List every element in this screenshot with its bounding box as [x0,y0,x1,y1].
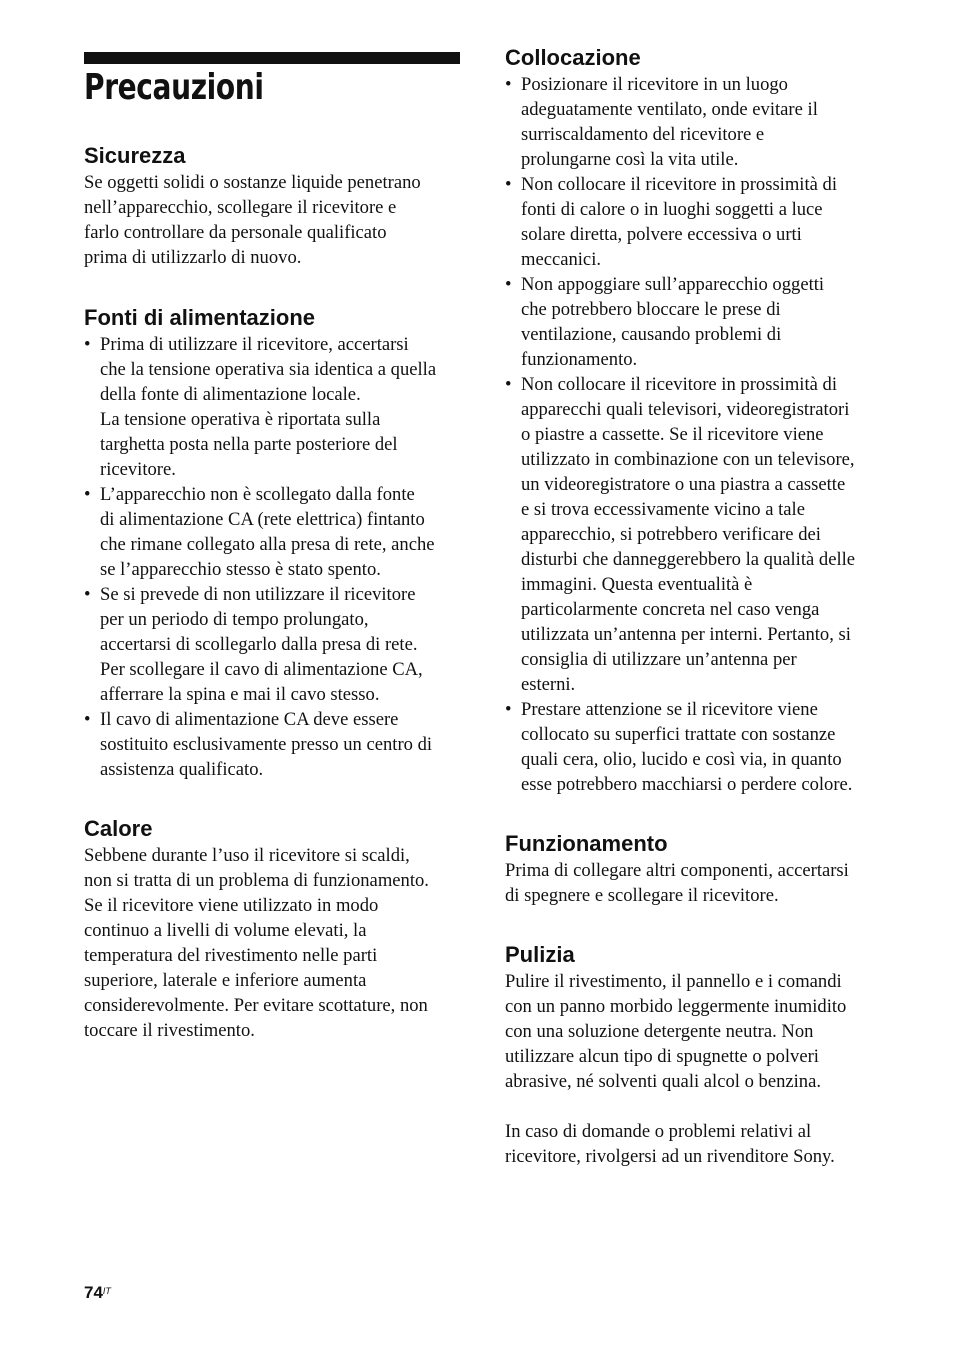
section-collocazione [505,44,887,797]
list-item: • Prima di utilizzare il ricevitore, accertarsi che la tensione operativa sia identica a quella della fonte di alimentazione locale. La tensione operativa è riportata sulla targhetta posta nella parte posteriore del ricevitore. [84,334,437,480]
section-heading: Collocazione [505,45,641,70]
section-body: Se oggetti solidi o sostanze liquide penetrano nell’apparecchio, scollegare il ricevitore e farlo controllare da personale qualificato prima di utilizzarlo di nuovo. [84,172,421,268]
bullet-icon: • [505,174,512,195]
section-body: Sebbene durante l’uso il ricevitore si scaldi, non si tratta di un problema di funzionamento. Se il ricevitore viene utilizzato in modo continuo a livelli di volume elevati, la temperatura del rivestimento nelle parti superiore, laterale e inferiore aumenta considerevolmente. Per evitare scottature, non toccare il rivestimento. [84,845,429,1041]
page-number-suffix: IT [102,1286,111,1296]
section-fonti-alimentazione [84,304,460,782]
list-item: • Prestare attenzione se il ricevitore viene collocato su superfici trattate con sostanze quali cera, olio, lucido e così via, in quanto esse potrebbero macchiarsi o perdere colore. [505,699,853,795]
bullet-icon: • [505,74,512,95]
list-item: • Il cavo di alimentazione CA deve essere sostituito esclusivamente presso un centro di assistenza qualificato. [84,709,433,780]
section-body: Pulire il rivestimento, il pannello e i comandi con un panno morbido leggermente inumidito con una soluzione detergente neutra. Non utilizzare alcun tipo di spugnette o polveri abrasive, né solventi quali alcol o benzina. [505,971,847,1092]
list-item: • Se si prevede di non utilizzare il ricevitore per un periodo di tempo prolungato, accertarsi di scollegarlo dalla presa di rete. Per scollegare il cavo di alimentazione CA, afferrare la spina e mai il cavo stesso. [84,584,423,705]
page-number: $74^{IT}$ [84,1283,111,1302]
bullet-icon: • [505,699,512,720]
paragraph-gap [505,1094,887,1119]
bullet-icon: • [84,484,91,505]
section-sicurezza [84,142,460,270]
section-heading: Calore [84,816,153,841]
section-body: Prima di collegare altri componenti, accertarsi di spegnere e scollegare il ricevitore. [505,860,849,906]
section-heading: Funzionamento [505,831,668,856]
section-calore [84,815,460,1043]
bullet-list [84,332,460,782]
section-heading: Pulizia [505,942,575,967]
bullet-icon: • [505,374,512,395]
list-item: • Non collocare il ricevitore in prossimità di apparecchi quali televisori, videoregistratori o piastre a cassette. Se il ricevitore viene utilizzato in combinazione con un televisore, un videoregistratore o una piastra a cassette e si trova eccessivamente vicino a tale apparecchio, si potrebbero verificare dei disturbi che danneggerebbero la qualità delle immagini. Questa eventualità è particolarmente concreta nel caso venga utilizzata un’antenna per interni. Pertanto, si consiglia di utilizzare un’antenna per esterni. [505,374,856,695]
title-rule [84,52,460,64]
list-item: • Non collocare il ricevitore in prossimità di fonti di calore o in luoghi soggetti a luce solare diretta, polvere eccessiva o urti meccanici. [505,174,838,270]
list-item: • Posizionare il ricevitore in un luogo adeguatamente ventilato, onde evitare il surriscaldamento del ricevitore e prolungarne così la vita utile. [505,74,818,170]
list-item: • Non appoggiare sull’apparecchio oggetti che potrebbero bloccare le prese di ventilazione, causando problemi di funzionamento. [505,274,825,370]
bullet-icon: • [505,274,512,295]
section-heading: Sicurezza [84,143,186,168]
section-body-contact: In caso di domande o problemi relativi al ricevitore, rivolgersi ad un rivenditore Sony. [505,1121,835,1167]
list-item: • L’apparecchio non è scollegato dalla fonte di alimentazione CA (rete elettrica) fintanto che rimane collegato alla presa di rete, anche se l’apparecchio stesso è stato spento. [84,484,435,580]
bullet-icon: • [84,709,91,730]
bullet-icon: • [84,334,91,355]
bullet-list [505,72,887,797]
page-title: Precauzioni [84,67,264,108]
section-heading: Fonti di alimentazione [84,305,316,330]
section-pulizia [505,941,887,1169]
bullet-icon: • [84,584,91,605]
section-funzionamento [505,830,887,908]
